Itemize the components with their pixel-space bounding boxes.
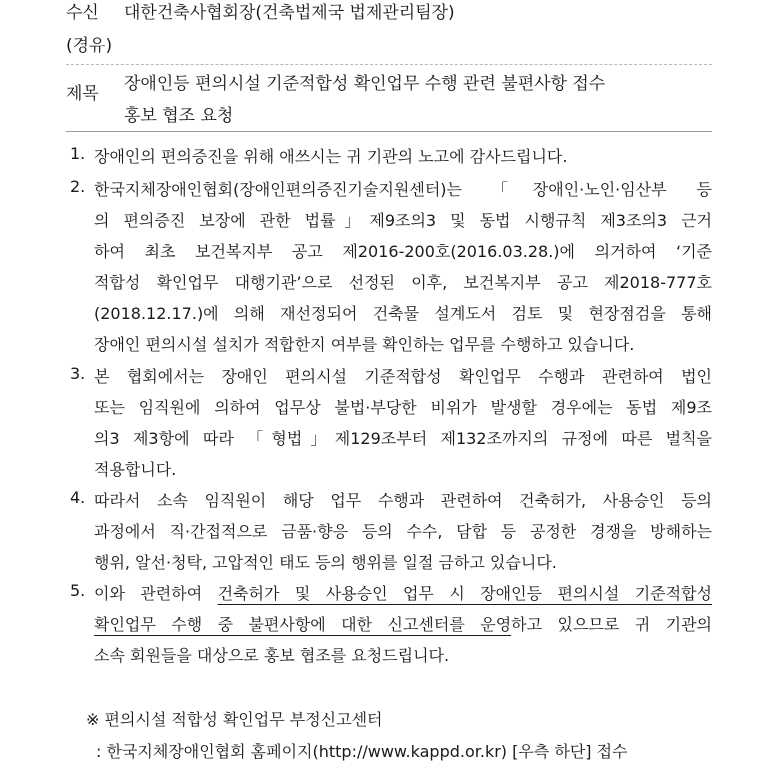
item-line: 본 협회에서는 장애인 편의시설 기준적합성 확인업무 수행과 관련하여 법인 <box>94 367 712 386</box>
underlined-text: 건축허가 및 사용승인 업무 시 장애인등 편의시설 기준적합성 <box>217 584 712 603</box>
subject-divider <box>66 131 712 132</box>
item-line <box>94 581 712 604</box>
report-center-title: ※ 편의시설 적합성 확인업무 부정신고센터 <box>86 710 383 729</box>
header-divider <box>66 64 712 65</box>
item-number: 2. <box>70 177 86 196</box>
item-text: 이와 관련하여 <box>94 584 218 603</box>
item-line: 소속 회원들을 대상으로 홍보 협조를 요청드립니다. <box>94 646 450 665</box>
item-number: 4. <box>70 488 86 507</box>
item-line: (2018.12.17.)에 의해 재선정되어 건축물 설계도서 검토 및 현장점검을 통해 <box>94 304 712 323</box>
item-number: 5. <box>70 581 86 600</box>
report-center-detail: : 한국지체장애인협회 홈페이지(http://www.kappd.or.kr) [우측 하단] 접수 <box>96 742 628 761</box>
item-line: 또는 임직원에 의하여 업무상 불법·부당한 비위가 발생할 경우에는 동법 제9조 <box>94 398 712 417</box>
recipient-label: 수신 <box>66 3 99 23</box>
item-line: 적용합니다. <box>94 460 177 479</box>
item-line: 장애인의 편의증진을 위해 애쓰시는 귀 기관의 노고에 감사드립니다. <box>94 147 568 166</box>
item-line: 의3 제3항에 따라 「형법」제129조부터 제132조까지의 규정에 따른 벌칙을 <box>94 429 712 448</box>
item-line: 하여 최초 보건복지부 공고 제2016-200호(2016.03.28.)에 의거하여 ‘기준 <box>94 242 712 261</box>
item-line: 과정에서 직·간접적으로 금품·향응 등의 수수, 담합 등 공정한 경쟁을 방해하는 <box>94 522 712 541</box>
underlined-text: 확인업무 수행 중 불편사항에 대한 신고센터를 운영 <box>94 615 512 634</box>
item-line: 장애인 편의시설 설치가 적합한지 여부를 확인하는 업무를 수행하고 있습니다. <box>94 335 635 354</box>
item-line: 행위, 알선·청탁, 고압적인 태도 등의 행위를 일절 금하고 있습니다. <box>94 553 557 572</box>
item-text: 하고 있으므로 귀 기관의 <box>511 615 713 634</box>
subject-line-2: 홍보 협조 요청 <box>124 106 234 126</box>
item-number: 3. <box>70 364 86 383</box>
subject-label: 제목 <box>66 84 99 104</box>
via-label: (경유) <box>66 36 113 56</box>
item-line: 한국지체장애인협회(장애인편의증진기술지원센터)는 「장애인·노인·임산부 등 <box>94 180 712 199</box>
item-number: 1. <box>70 144 86 163</box>
recipient-value: 대한건축사협회장(건축법제국 법제관리팀장) <box>124 3 455 23</box>
subject-line-1: 장애인등 편의시설 기준적합성 확인업무 수행 관련 불편사항 접수 <box>124 74 606 94</box>
subject-text <box>124 68 724 132</box>
item-line: 따라서 소속 임직원이 해당 업무 수행과 관련하여 건축허가, 사용승인 등의 <box>94 491 712 510</box>
item-line: 적합성 확인업무 대행기관’으로 선정된 이후, 보건복지부 공고 제2018-777호 <box>94 273 712 292</box>
item-line <box>94 612 712 635</box>
item-line: 의 편의증진 보장에 관한 법률」제9조의3 및 동법 시행규칙 제3조의3 근거 <box>94 211 712 230</box>
